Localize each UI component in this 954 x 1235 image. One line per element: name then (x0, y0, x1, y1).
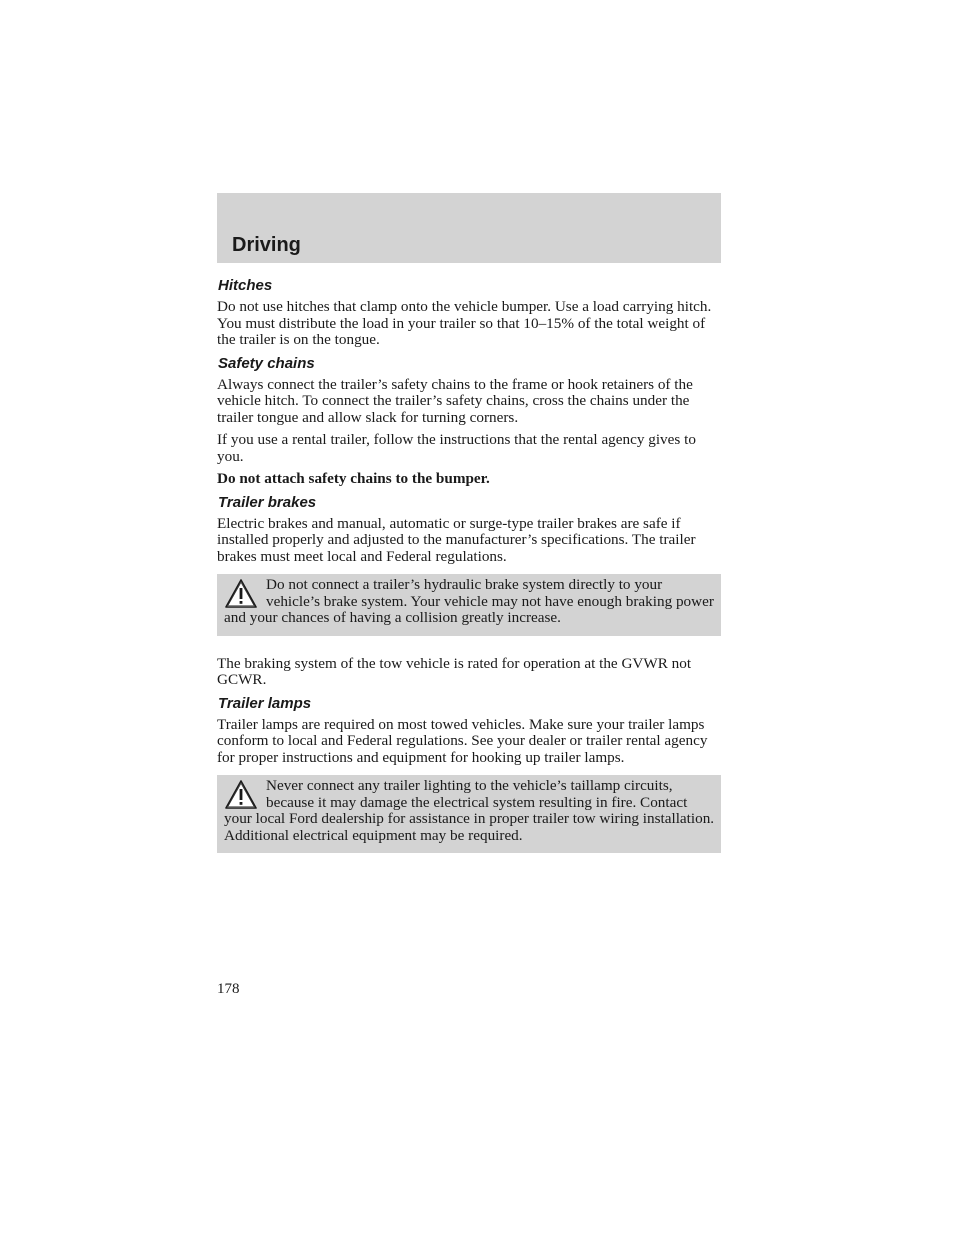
trailer-brakes-warning-box (217, 574, 721, 636)
section-title: Driving (232, 234, 301, 256)
trailer-brakes-heading: Trailer brakes (218, 493, 317, 511)
hitches-heading: Hitches (218, 277, 273, 294)
trailer-lamps-paragraph: Trailer lamps are required on most towed vehicles. Make sure your trailer lamps conform to local and Federal regulations. See your dealer or trailer rental agency for proper instructions and equipment for hooking up trailer lamps. (217, 715, 708, 766)
page-number: 178 (217, 981, 240, 997)
trailer-brakes-paragraph-1: Electric brakes and manual, automatic or surge-type trailer brakes are safe if installed properly and adjusted to the manufacturer’s specifications. The trailer brakes must meet local and Federal regulations. (217, 514, 696, 565)
safety-chains-paragraph-1: Always connect the trailer’s safety chains to the frame or hook retainers of the vehicle hitch. To connect the trailer’s safety chains, cross the chains under the trailer tongue and allow slack for turning corners. (217, 375, 693, 426)
warning-triangle-icon (224, 578, 258, 610)
warning-triangle-icon (224, 779, 258, 811)
section-header-band (217, 193, 721, 263)
trailer-lamps-heading: Trailer lamps (218, 694, 312, 712)
trailer-lamps-warning-box (217, 775, 721, 853)
hitches-paragraph: Do not use hitches that clamp onto the vehicle bumper. Use a load carrying hitch. You must distribute the load in your trailer so that 10–15% of the total weight of the trailer is on the tongue. (217, 298, 712, 348)
page-content (217, 263, 721, 853)
safety-chains-paragraph-2: If you use a rental trailer, follow the instructions that the rental agency gives to you. (217, 431, 696, 465)
trailer-brakes-paragraph-2: The braking system of the tow vehicle is rated for operation at the GVWR not GCWR. (217, 654, 692, 688)
safety-chains-note: Do not attach safety chains to the bumper. (217, 470, 490, 487)
manual-page (217, 193, 721, 873)
trailer-lamps-warning-text: Never connect any trailer lighting to the vehicle’s taillamp circuits, because it may damage the electrical system resulting in fire. Contact your local Ford dealership for assistance in proper trailer tow wiring installation. Additional electrical equipment may be required. (224, 777, 715, 844)
safety-chains-heading: Safety chains (218, 354, 315, 372)
trailer-brakes-warning-text: Do not connect a trailer’s hydraulic brake system directly to your vehicle’s brake system. Your vehicle may not have enough braking power and your chances of having a collision greatly increase. (224, 576, 714, 626)
